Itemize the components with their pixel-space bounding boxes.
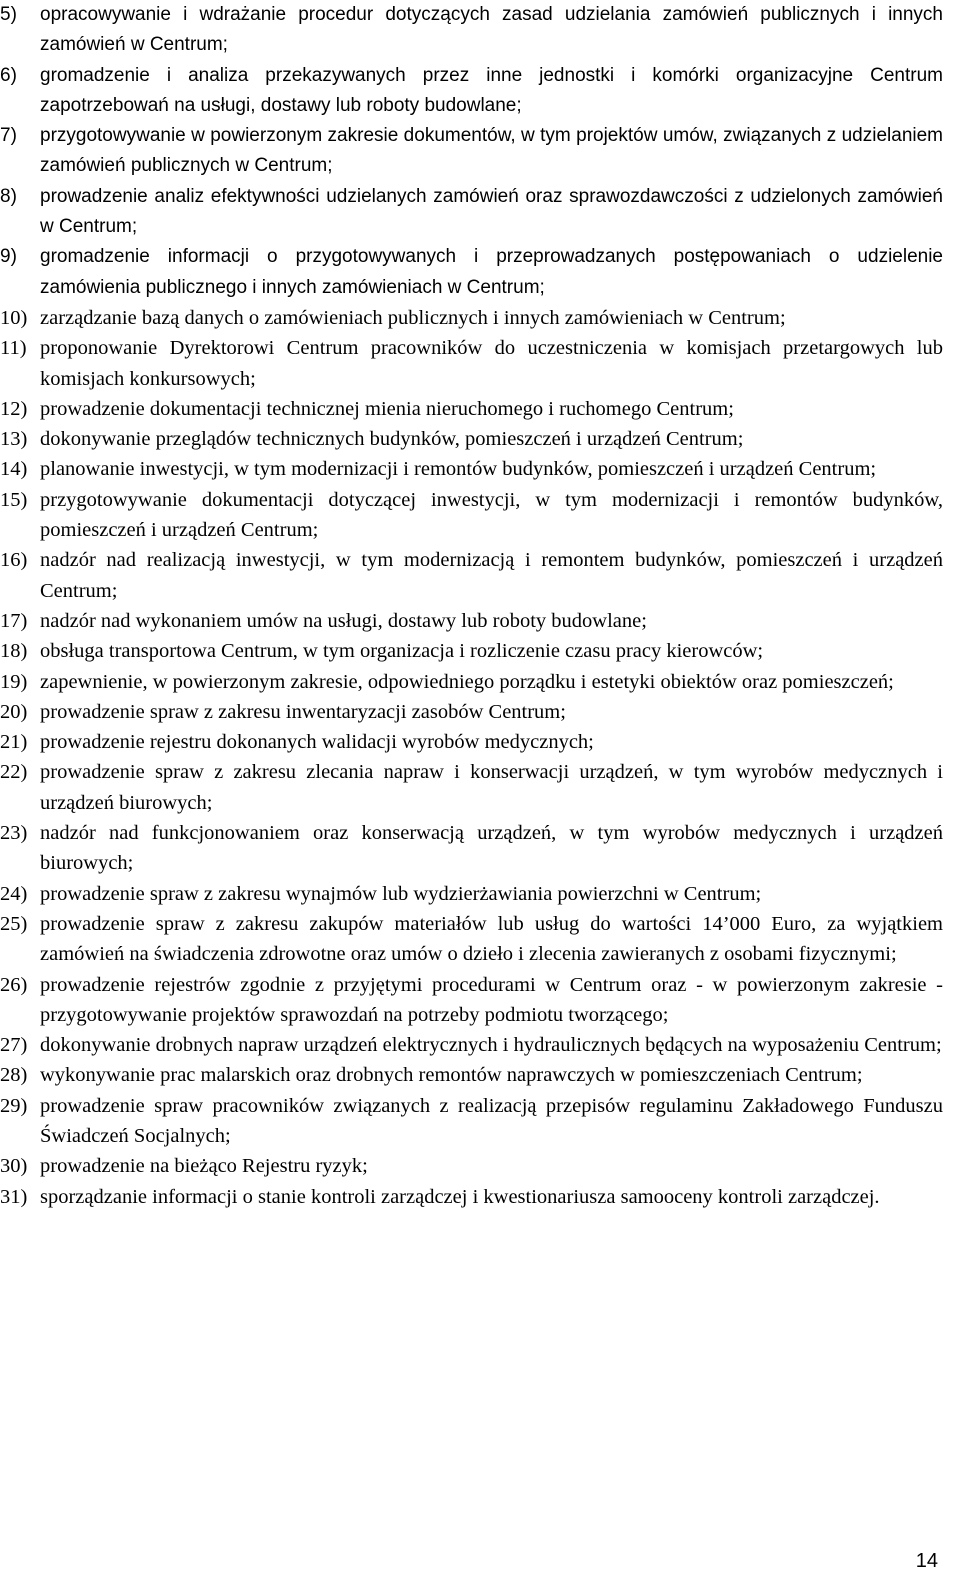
list-item-number: 29): [0, 1094, 28, 1117]
list-item-text: prowadzenie rejestru dokonanych walidacji wyrobów medycznych;: [40, 731, 594, 754]
list-item-number: 15): [0, 488, 28, 511]
list-item-text: nadzór nad funkcjonowaniem oraz konserwacją urządzeń, w tym wyrobów medycznych i urządzeń biurowych;: [40, 822, 943, 875]
list-item-number: 23): [0, 822, 28, 845]
list-item-text: gromadzenie i analiza przekazywanych przez inne jednostki i komórki organizacyjne Centrum zapotrzebowań na usługi, dostawy lub roboty budowlane;: [40, 64, 943, 116]
list-item-text: przygotowywanie dokumentacji dotyczącej inwestycji, w tym modernizacji i remontów budynków, pomieszczeń i urządzeń Centrum;: [40, 488, 943, 542]
list-item: [0, 879, 943, 909]
list-item-number: 25): [0, 912, 28, 935]
list-item-text: prowadzenie spraw z zakresu zakupów materiałów lub usług do wartości 14’000 Euro, za wyjątkiem zamówień na świadczenia zdrowotne oraz umów o dzieło i zlecenia zawieranych z osobami fizycznymi;: [40, 912, 943, 966]
list-item-number: 26): [0, 973, 28, 996]
list-item-text: opracowywanie i wdrażanie procedur dotyczących zasad udzielania zamówień publicznych i innych zamówień w Centrum;: [40, 4, 943, 56]
list-item-text: przygotowywanie w powierzonym zakresie dokumentów, w tym projektów umów, związanych z udzielaniem zamówień publicznych w Centrum;: [40, 125, 943, 177]
list-item-number: 5): [0, 4, 17, 25]
list-item-text: planowanie inwestycji, w tym modernizacji i remontów budynków, pomieszczeń i urządzeń Centrum;: [40, 458, 877, 481]
list-item-text: prowadzenie analiz efektywności udzielanych zamówień oraz sprawozdawczości z udzielonych zamówień w Centrum;: [40, 185, 943, 238]
list-item: [0, 667, 943, 697]
list-item-number: 31): [0, 1185, 28, 1208]
list-item: [0, 818, 943, 879]
list-item-text: wykonywanie prac malarskich oraz drobnych remontów naprawczych w pomieszczeniach Centrum;: [40, 1064, 863, 1087]
list-item: [0, 454, 943, 484]
list-item-text: gromadzenie informacji o przygotowywanych i przeprowadzanych postępowaniach o udzielenie zamówienia publicznego i innych zamówieniach w Centrum;: [40, 246, 943, 298]
page-number: 14: [915, 1550, 938, 1572]
list-item-text: prowadzenie rejestrów zgodnie z przyjętymi procedurami w Centrum oraz - w powierzonym zakresie - przygotowywanie projektów sprawozdań na potrzeby podmiotu tworzącego;: [40, 973, 943, 1026]
list-item-number: 21): [0, 731, 28, 754]
list-item: [0, 697, 943, 727]
list-item-text: prowadzenie spraw z zakresu zlecania napraw i konserwacji urządzeń, w tym wyrobów medycznych i urządzeń biurowych;: [40, 761, 943, 814]
list-item-text: sporządzanie informacji o stanie kontroli zarządczej i kwestionariusza samooceny kontroli zarządczej.: [40, 1185, 880, 1208]
list-item-text: dokonywanie przeglądów technicznych budynków, pomieszczeń i urządzeń Centrum;: [40, 428, 744, 451]
list-item: [0, 394, 943, 424]
list-item-text: prowadzenie spraw z zakresu wynajmów lub wydzierżawiania powierzchni w Centrum;: [40, 882, 762, 905]
list-item-text: prowadzenie dokumentacji technicznej mienia nieruchomego i ruchomego Centrum;: [40, 397, 734, 420]
list-item-text: zapewnienie, w powierzonym zakresie, odpowiedniego porządku i estetyki obiektów oraz pomieszczeń;: [40, 670, 894, 693]
list-item: [0, 909, 943, 970]
list-item: [0, 606, 943, 636]
list-item-text: obsługa transportowa Centrum, w tym organizacja i rozliczenie czasu pracy kierowców;: [40, 640, 764, 663]
list-item-number: 30): [0, 1155, 28, 1178]
list-item: [0, 1060, 943, 1090]
list-item: [0, 182, 943, 243]
list-item-number: 28): [0, 1064, 28, 1087]
list-item-number: 24): [0, 882, 28, 905]
list-item-number: 20): [0, 700, 28, 723]
list-item-number: 22): [0, 761, 28, 784]
list-item-number: 19): [0, 670, 28, 693]
list-item-number: 13): [0, 428, 28, 451]
list-item: [0, 1030, 943, 1060]
list-item: [0, 757, 943, 818]
list-item: [0, 1182, 943, 1212]
list-item-number: 18): [0, 640, 28, 663]
list-item-text: prowadzenie spraw z zakresu inwentaryzacji zasobów Centrum;: [40, 700, 566, 723]
list-item-number: 12): [0, 397, 28, 420]
list-item: [0, 970, 943, 1031]
list-item: [0, 242, 943, 303]
list-item-number: 6): [0, 64, 17, 86]
list-item: [0, 0, 943, 61]
list-item: [0, 1151, 943, 1181]
list-item: [0, 1091, 943, 1152]
list-item: [0, 636, 943, 666]
list-item: [0, 333, 943, 394]
list-item-text: prowadzenie spraw pracowników związanych z realizacją przepisów regulaminu Zakładowego Funduszu Świadczeń Socjalnych;: [40, 1094, 943, 1147]
list-item-text: prowadzenie na bieżąco Rejestru ryzyk;: [40, 1155, 368, 1178]
list-item-number: 27): [0, 1034, 28, 1057]
list-item-number: 17): [0, 609, 28, 632]
list-item: [0, 727, 943, 757]
list-item: [0, 121, 943, 182]
list-item-text: zarządzanie bazą danych o zamówieniach publicznych i innych zamówieniach w Centrum;: [40, 306, 786, 329]
list-item-number: 8): [0, 185, 17, 207]
list-item-text: dokonywanie drobnych napraw urządzeń elektrycznych i hydraulicznych będących na wyposażeniu Centrum;: [40, 1034, 942, 1057]
list-item: [0, 424, 943, 454]
list-item-number: 11): [0, 337, 27, 360]
list-item-text: proponowanie Dyrektorowi Centrum pracowników do uczestniczenia w komisjach przetargowych lub komisjach konkursowych;: [40, 337, 943, 390]
list-item-text: nadzór nad wykonaniem umów na usługi, dostawy lub roboty budowlane;: [40, 609, 647, 632]
list-item-number: 16): [0, 549, 28, 572]
list-item-number: 14): [0, 458, 28, 481]
list-item: [0, 485, 943, 546]
list-item: [0, 303, 943, 333]
list-item-text: nadzór nad realizacją inwestycji, w tym modernizacją i remontem budynków, pomieszczeń i urządzeń Centrum;: [40, 549, 943, 602]
list-item: [0, 61, 943, 122]
list-item-number: 7): [0, 125, 17, 147]
list-item: [0, 545, 943, 606]
list-item-number: 10): [0, 306, 28, 329]
list-item-number: 9): [0, 246, 17, 268]
